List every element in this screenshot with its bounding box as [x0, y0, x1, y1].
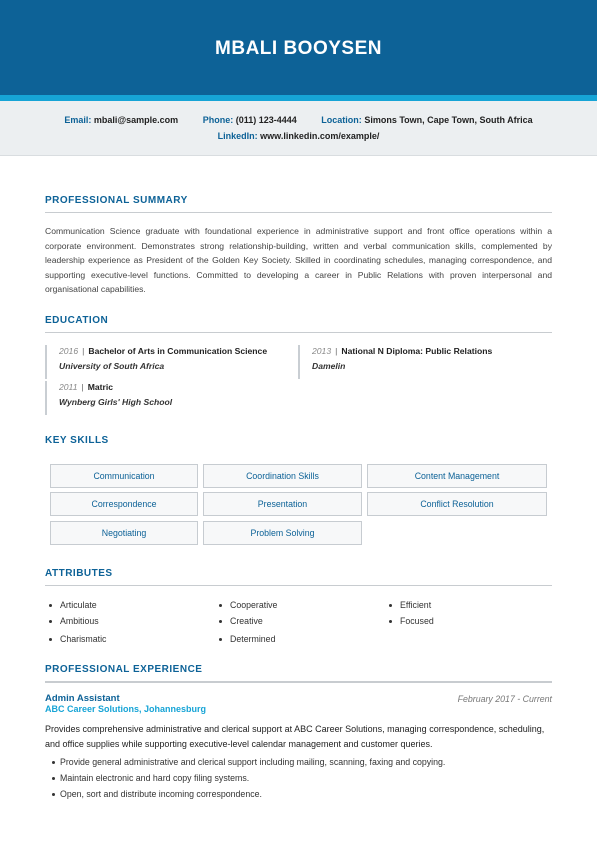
bullet-icon [219, 638, 222, 641]
job-bullet: Provide general administrative and clerical support including mailing, scanning, faxing and copying. [52, 757, 445, 767]
job-company: ABC Career Solutions, Johannesburg [45, 704, 207, 714]
contact-row [0, 131, 597, 141]
bullet-icon [389, 620, 392, 623]
linkedin-label: LinkedIn: [217, 131, 258, 141]
education-year: 2013 [312, 346, 332, 356]
attribute-item: Cooperative [219, 600, 277, 610]
attribute-item: Charismatic [49, 634, 106, 644]
education-school: Wynberg Girls' High School [59, 397, 173, 407]
skill-tag: Content Management [367, 464, 547, 488]
bullet-icon [49, 620, 52, 623]
job-title: Admin Assistant [45, 693, 120, 704]
bullet-icon [219, 620, 222, 623]
education-entry [298, 345, 492, 379]
bullet-icon [52, 793, 55, 796]
education-degree: Bachelor of Arts in Communication Science [88, 346, 268, 356]
contact-linkedin[interactable] [218, 131, 380, 141]
attribute-item: Focused [389, 616, 434, 626]
linkedin-link[interactable]: www.linkedin.com/example/ [260, 131, 380, 141]
bullet-icon [49, 638, 52, 641]
experience-heading: PROFESSIONAL EXPERIENCE [45, 664, 552, 683]
skill-tag: Coordination Skills [203, 464, 362, 488]
location-value: Simons Town, Cape Town, South Africa [364, 115, 533, 125]
education-entry [45, 381, 172, 415]
email-label: Email: [64, 115, 92, 125]
education-degree: Matric [87, 382, 114, 392]
contact-email[interactable] [64, 115, 178, 125]
skill-tag: Negotiating [50, 521, 198, 545]
phone-label: Phone: [202, 115, 234, 125]
attribute-item: Ambitious [49, 616, 99, 626]
job-description: Provides comprehensive administrative and clerical support at ABC Career Solutions, managing correspondence, scheduling, and office supplies while supporting executive-level calendar management and customer queries. [45, 724, 545, 749]
education-school: University of South Africa [59, 361, 165, 371]
bullet-icon [52, 777, 55, 780]
education-school: Damelin [312, 361, 346, 371]
education-heading: EDUCATION [45, 315, 552, 333]
attribute-item: Articulate [49, 600, 97, 610]
job-bullet: Open, sort and distribute incoming correspondence. [52, 789, 262, 799]
skill-tag: Presentation [203, 492, 362, 516]
summary-text: Communication Science graduate with foundational experience in administrative support and front office operations within a corporate environment. Demonstrates strong relationship-building, written and verbal communication skills, complemented by leadership experience as President of the Golden Key Society. Skilled in coordinating schedules, managing correspondence, and supporting executive-level functions. Committed to developing a career in Public Relations with proven interpersonal and organisational capabilities. [45, 226, 552, 295]
attributes-heading: ATTRIBUTES [45, 568, 552, 586]
bullet-icon [49, 604, 52, 607]
skill-tag: Communication [50, 464, 198, 488]
bullet-icon [52, 761, 55, 764]
contact-location [321, 115, 532, 125]
education-separator: | [82, 346, 85, 356]
skill-tag: Conflict Resolution [367, 492, 547, 516]
skill-tag: Problem Solving [203, 521, 362, 545]
attribute-item: Creative [219, 616, 263, 626]
skills-heading: KEY SKILLS [45, 435, 109, 446]
bullet-icon [389, 604, 392, 607]
education-year: 2011 [59, 382, 78, 392]
attribute-item: Determined [219, 634, 275, 644]
contact-bar [0, 101, 597, 156]
education-year: 2016 [59, 346, 79, 356]
education-entry [45, 345, 267, 379]
skill-tag: Correspondence [50, 492, 198, 516]
candidate-name: MBALI BOOYSEN [215, 38, 382, 59]
education-separator: | [81, 382, 84, 392]
education-degree: National N Diploma: Public Relations [341, 346, 493, 356]
phone-value: (011) 123-4444 [235, 115, 297, 125]
education-separator: | [335, 346, 338, 356]
header-banner [0, 0, 597, 95]
contact-phone [203, 115, 297, 125]
job-dates: February 2017 - Current [457, 694, 552, 704]
job-bullet: Maintain electronic and hard copy filing systems. [52, 773, 249, 783]
attribute-item: Efficient [389, 600, 431, 610]
email-value[interactable]: mbali@sample.com [93, 115, 179, 125]
contact-row [0, 115, 597, 125]
bullet-icon [219, 604, 222, 607]
summary-heading: PROFESSIONAL SUMMARY [45, 195, 552, 213]
location-label: Location: [321, 115, 362, 125]
